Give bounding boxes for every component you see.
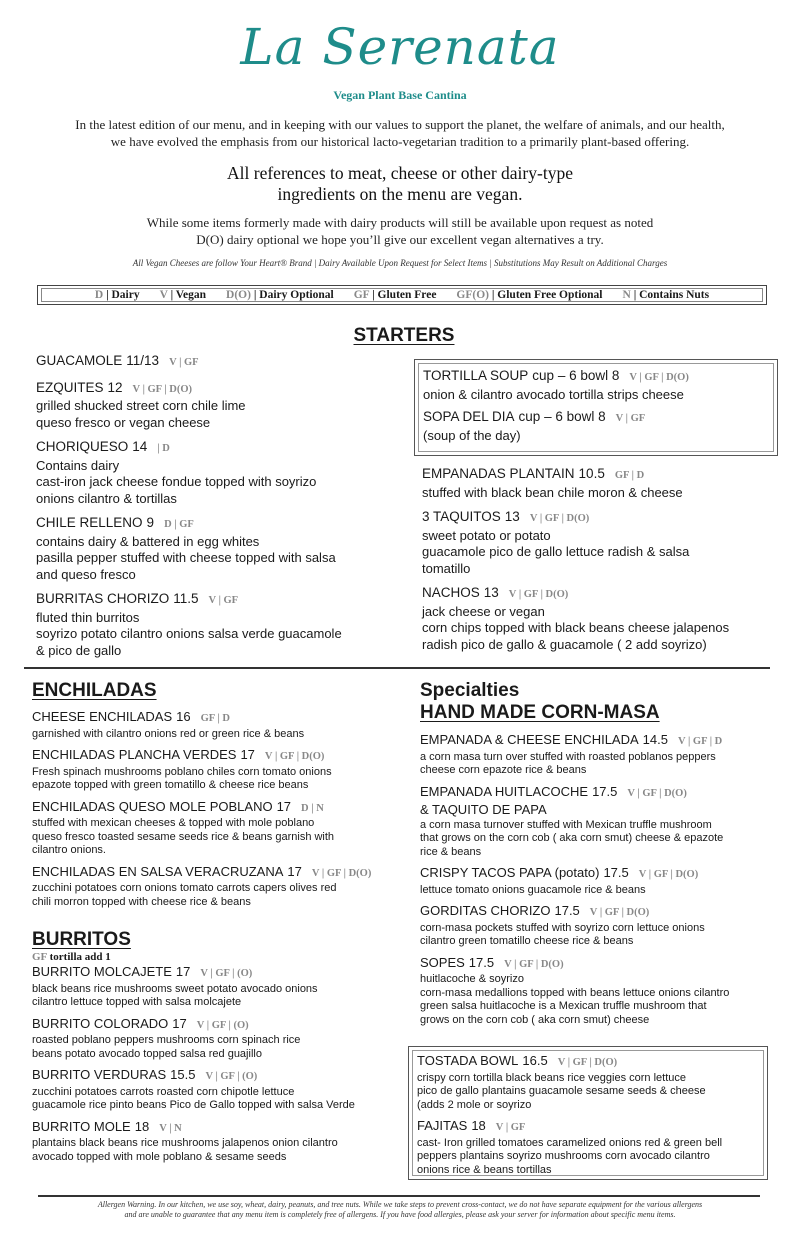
menu-item xyxy=(32,799,407,858)
menu-item-description: cheese corn epazote rice & beans xyxy=(420,764,587,776)
diet-tags: D | GF xyxy=(164,519,194,530)
dairy-note-line: D(O) dairy optional we hope you’ll give our excellent vegan alternatives a try. xyxy=(196,232,604,247)
menu-item-price: 16 xyxy=(176,709,191,724)
menu-item-description: black beans rice mushrooms sweet potato avocado onions xyxy=(32,982,318,995)
menu-item-title xyxy=(32,964,407,983)
menu-item-description: stuffed with mexican cheeses & topped with mole poblano xyxy=(32,817,315,829)
diet-tags: V | GF | D(O) xyxy=(529,513,590,524)
menu-item xyxy=(420,865,780,897)
legend-label: Contains Nuts xyxy=(639,289,710,301)
soups-box xyxy=(414,359,778,456)
menu-item-description: Fresh spinach mushrooms poblano chiles corn tomato onions xyxy=(32,765,332,778)
menu-item-price: 17 xyxy=(175,964,191,979)
menu-item-description: avocado topped with mole poblano & sesame seeds xyxy=(32,1150,287,1163)
diet-tags: V | N xyxy=(159,1122,182,1134)
menu-item-price: 13 xyxy=(504,509,520,524)
menu-item-description: fluted thin burritos xyxy=(36,609,140,625)
menu-item-subname: & TAQUITO DE PAPA xyxy=(420,802,547,817)
bowl-fajitas-box xyxy=(408,1046,768,1180)
legend-entry: D | Dairy xyxy=(94,289,140,301)
menu-item-title xyxy=(32,709,407,728)
starters-left-column xyxy=(36,353,406,667)
menu-item-description: that grows on the corn cob ( aka corn smut) cheese & epazote xyxy=(420,832,724,844)
legend-code: D(O) xyxy=(226,289,251,301)
menu-item-title xyxy=(422,466,782,485)
menu-item-title xyxy=(422,509,782,528)
menu-item-name: ENCHILADAS EN SALSA VERACRUZANA xyxy=(32,863,284,879)
menu-item xyxy=(423,368,777,403)
menu-item-name: CHORIQUESO xyxy=(36,439,129,454)
menu-item-description: zucchini potatoes carrots roasted corn chipotle lettuce xyxy=(32,1085,295,1098)
menu-item-description: (adds 2 mole or soyrizo xyxy=(417,1098,532,1111)
menu-item-price: cup – 6 bowl 8 xyxy=(532,368,620,383)
allergen-line: and are unable to guarantee that any menu item is completely free of allergens. If you have food allergies, please ask your server for information about specific menu items. xyxy=(124,1210,676,1219)
menu-item-price: 14 xyxy=(132,439,148,454)
vegan-statement xyxy=(20,163,780,205)
menu-item xyxy=(32,1016,407,1062)
menu-item xyxy=(32,747,407,793)
legend-entry: N | Contains Nuts xyxy=(622,289,710,301)
menu-item-description: & pico de gallo xyxy=(36,642,122,658)
cheese-note: All Vegan Cheeses are follow Your Heart® Brand | Dairy Available Upon Request for Select Items | Substitutions May Result on Additional Charges xyxy=(132,258,668,268)
menu-item-name: EMPANADA HUITLACOCHE xyxy=(420,783,589,799)
legend-entry: D(O) | Dairy Optional xyxy=(226,289,334,301)
vegan-statement-line: All references to meat, cheese or other dairy-type xyxy=(227,163,573,183)
menu-item-title xyxy=(420,955,780,974)
menu-item-title xyxy=(32,1119,407,1138)
specialties-heading: Specialties xyxy=(420,680,520,701)
legend-label: Dairy xyxy=(111,289,140,301)
menu-item-price: 17 xyxy=(287,863,302,879)
menu-item-description: stuffed with black bean chile moron & cheese xyxy=(422,484,683,500)
menu-item-description: peppers plantains soyrizo mushrooms corn avocado cilantro xyxy=(417,1150,710,1162)
menu-item-name: SOPES xyxy=(420,954,465,970)
menu-item-title xyxy=(423,409,777,428)
menu-item-description: radish pico de gallo & guacamole ( 2 add soyrizo) xyxy=(422,636,707,652)
menu-item-name: CHILE RELLENO xyxy=(36,515,143,530)
allergen-warning xyxy=(40,1200,760,1220)
logo: La Serenata xyxy=(240,18,560,76)
menu-item xyxy=(420,732,780,778)
menu-item xyxy=(32,964,407,1010)
legend-entry: GF(O) | Gluten Free Optional xyxy=(456,289,603,301)
menu-item-description: garnished with cilantro onions red or green rice & beans xyxy=(32,727,305,740)
tortilla-note: tortilla add 1 xyxy=(49,951,111,963)
menu-item-description: queso fresco or vegan cheese xyxy=(36,414,211,430)
menu-item-title xyxy=(420,732,780,751)
menu-item xyxy=(32,709,407,741)
menu-item-price: 14.5 xyxy=(642,732,668,747)
menu-item-description: (soup of the day) xyxy=(423,427,521,443)
menu-item xyxy=(420,955,780,1028)
menu-item-name: EZQUITES xyxy=(36,379,104,395)
menu-item-description: lettuce tomato onions guacamole rice & beans xyxy=(420,883,646,896)
diet-tags: | D xyxy=(157,443,170,454)
menu-item-price: cup – 6 bowl 8 xyxy=(518,409,606,424)
menu-item-name: GORDITAS CHORIZO xyxy=(420,903,551,918)
legend-code: V xyxy=(159,289,168,301)
menu-item-name: ENCHILADAS PLANCHA VERDES xyxy=(32,747,237,762)
menu-item-title xyxy=(417,1053,767,1072)
menu-item-description: cilantro lettuce topped with salsa molcajete xyxy=(32,996,242,1008)
menu-item-name: BURRITO MOLE xyxy=(32,1118,131,1134)
tagline: Vegan Plant Base Cantina xyxy=(333,88,467,102)
menu-item-description: grows on the corn cob ( aka corn smut) cheese xyxy=(420,1013,650,1026)
menu-item xyxy=(422,509,782,577)
menu-item-price: 13 xyxy=(483,585,499,600)
menu-item xyxy=(36,439,406,507)
legend-label: Dairy Optional xyxy=(259,289,334,301)
menu-item-title xyxy=(420,903,780,922)
menu-item-price: 18 xyxy=(471,1118,486,1133)
intro-line: we have evolved the emphasis from our historical lacto-vegetarian tradition to a primarily plant-based offering. xyxy=(110,134,690,149)
legend-entry: V | Vegan xyxy=(159,289,207,301)
menu-item-title xyxy=(36,515,406,534)
menu-item-description: corn-masa pockets stuffed with soyrizo corn lettuce onions xyxy=(420,921,705,934)
diet-tags: V | GF xyxy=(169,357,199,368)
menu-item-price: 17.5 xyxy=(468,954,495,970)
menu-item-price: 16.5 xyxy=(522,1053,548,1068)
menu-item xyxy=(36,353,406,372)
corn-masa-heading: HAND MADE CORN-MASA xyxy=(420,702,660,723)
menu-item-description: onions cilantro & tortillas xyxy=(36,490,177,506)
menu-item-title xyxy=(32,1016,407,1035)
menu-item-price: 12 xyxy=(107,379,123,395)
dairy-note-line: While some items formerly made with dairy products will still be available upon request as noted xyxy=(146,215,654,230)
menu-item xyxy=(422,585,782,653)
specialties-list xyxy=(420,732,780,1033)
menu-item-name: SOPA DEL DIA xyxy=(423,409,515,424)
menu-item-title xyxy=(32,1067,407,1086)
diet-tags: V | GF | D(O) xyxy=(132,383,192,395)
menu-item-description: sweet potato or potato xyxy=(422,527,551,543)
legend-box xyxy=(37,285,767,305)
menu-item-description: cilantro onions. xyxy=(32,844,106,856)
menu-item-price: 18 xyxy=(134,1118,150,1134)
dairy-note xyxy=(20,214,780,248)
menu-item-name: BURRITO COLORADO xyxy=(32,1015,169,1031)
allergen-line: Allergen Warning. In our kitchen, we use soy, wheat, dairy, peanuts, and tree nuts. While we take steps to prevent cross-contact, we do not have separate equipment for the various allergens xyxy=(97,1200,703,1209)
diet-tags: V | GF xyxy=(615,413,646,424)
menu-item xyxy=(36,591,406,659)
burritos-list xyxy=(32,964,407,1170)
menu-item-description: corn chips topped with black beans cheese jalapenos xyxy=(422,620,730,635)
diet-tags: V | GF xyxy=(208,595,239,606)
diet-tags: V | GF | D(O) xyxy=(589,907,650,918)
intro-paragraph xyxy=(20,116,780,150)
legend-label: Gluten Free Optional xyxy=(497,289,603,301)
menu-item-description: huitlacoche & soyrizo xyxy=(420,973,524,985)
burritos-heading: BURRITOS xyxy=(32,929,131,950)
menu-item-price: 17 xyxy=(276,798,292,814)
menu-item-title xyxy=(32,747,407,766)
menu-item-name: BURRITO VERDURAS xyxy=(32,1067,167,1082)
menu-item-price: 9 xyxy=(146,515,155,530)
menu-item-description: a corn masa turn over stuffed with roasted poblanos peppers xyxy=(420,750,716,763)
enchiladas-heading: ENCHILADAS xyxy=(32,680,157,701)
menu-item-description: cast- Iron grilled tomatoes caramelized onions red & green bell xyxy=(417,1136,723,1149)
menu-item-description: tomatillo xyxy=(422,560,471,576)
diet-tags: V | GF xyxy=(495,1122,526,1133)
menu-item-price: 10.5 xyxy=(578,466,605,481)
diet-tags: V | GF | D(O) xyxy=(311,867,372,879)
diet-tags: V | GF | (O) xyxy=(200,968,253,979)
menu-item-title xyxy=(420,784,780,803)
menu-item xyxy=(32,864,407,910)
legend-code: D xyxy=(94,289,104,301)
menu-item-price: 17.5 xyxy=(603,865,629,880)
intro-line: In the latest edition of our menu, and in keeping with our values to support the planet, the welfare of animals, and our health, xyxy=(75,117,725,132)
menu-item-title xyxy=(423,368,777,387)
gf-code: GF xyxy=(32,951,47,963)
menu-item-description: chili morron topped with cheese rice & beans xyxy=(32,895,251,908)
menu-item-name: TOSTADA BOWL xyxy=(417,1053,519,1068)
menu-item-description: corn-masa medallions topped with beans lettuce onions cilantro xyxy=(420,986,730,999)
menu-item-title xyxy=(36,439,406,458)
menu-item xyxy=(32,1119,407,1165)
menu-item-title xyxy=(422,585,782,604)
menu-item xyxy=(420,903,780,949)
menu-item-name: BURRITO MOLCAJETE xyxy=(32,964,172,979)
diet-tags: V | GF | D(O) xyxy=(627,787,687,799)
starters-heading: STARTERS xyxy=(353,325,455,346)
section-divider xyxy=(24,667,770,669)
legend-label: Gluten Free xyxy=(377,289,437,301)
menu-item-name: ENCHILADAS QUESO MOLE POBLANO xyxy=(32,798,273,814)
diet-tags: V | GF | D xyxy=(677,736,723,747)
menu-item xyxy=(417,1118,767,1177)
menu-item-description: cast-iron jack cheese fondue topped with soyrizo xyxy=(36,474,317,489)
diet-tags: V | GF | (O) xyxy=(196,1019,249,1031)
menu-item-description: green salsa huitlacoche is a Mexican truffle mushroom that xyxy=(420,1000,707,1012)
menu-item-description: cilantro green tomatillo cheese rice & beans xyxy=(420,935,634,947)
menu-item-price: 15.5 xyxy=(170,1067,196,1082)
menu-item-title xyxy=(36,591,406,610)
menu-item-description: pasilla pepper stuffed with cheese topped with salsa xyxy=(36,550,336,565)
legend-entry: GF | Gluten Free xyxy=(353,289,437,301)
diet-tags: V | GF | D(O) xyxy=(557,1057,618,1068)
menu-item xyxy=(36,380,406,432)
menu-item-description: guacamole rice pinto beans Pico de Gallo topped with salsa Verde xyxy=(32,1099,355,1111)
menu-item-name: TORTILLA SOUP xyxy=(423,368,529,383)
menu-item-name: EMPANADAS PLANTAIN xyxy=(422,466,575,481)
legend-code: GF(O) xyxy=(456,289,489,301)
menu-item-price: 11/13 xyxy=(126,353,160,368)
menu-item-name: FAJITAS xyxy=(417,1118,468,1133)
enchiladas-list xyxy=(32,709,407,915)
menu-item xyxy=(420,784,780,860)
menu-item-description: crispy corn tortilla black beans rice veggies corn lettuce xyxy=(417,1071,687,1084)
menu-item-title xyxy=(32,864,407,883)
menu-item-description: roasted poblano peppers mushrooms corn spinach rice xyxy=(32,1034,301,1046)
menu-item-price: 17 xyxy=(240,747,255,762)
menu-item-description: a corn masa turnover stuffed with Mexican truffle mushroom xyxy=(420,818,712,831)
vegan-statement-line: ingredients on the menu are vegan. xyxy=(277,184,523,204)
menu-item-description: soyrizo potato cilantro onions salsa verde guacamole xyxy=(36,626,342,641)
diet-tags: V | GF | D(O) xyxy=(264,751,325,762)
menu-item xyxy=(36,515,406,583)
menu-item-description: plantains black beans rice mushrooms jalapenos onion cilantro xyxy=(32,1137,338,1149)
menu-item-description: Contains dairy xyxy=(36,457,120,473)
menu-item-description: jack cheese or vegan xyxy=(422,603,545,619)
menu-item xyxy=(417,1053,767,1112)
menu-item-title xyxy=(32,799,407,818)
menu-item-price: 11.5 xyxy=(173,591,199,606)
menu-item-description: beans potato avocado topped salsa red guajillo xyxy=(32,1047,262,1060)
diet-tags: V | GF | D(O) xyxy=(629,372,689,383)
menu-item-description: onions rice & beans tortillas xyxy=(417,1163,552,1176)
legend-code: N xyxy=(622,289,631,301)
menu-item-price: 17.5 xyxy=(554,903,580,918)
diet-tags: GF | D xyxy=(200,713,230,724)
menu-item-description: queso fresco toasted sesame seeds rice & beans garnish with xyxy=(32,830,335,843)
menu-item-price: 17.5 xyxy=(592,783,618,799)
menu-item-description: onion & cilantro avocado tortilla strips cheese xyxy=(423,386,684,402)
menu-item-description: grilled shucked street corn chile lime xyxy=(36,398,246,413)
diet-tags: GF | D xyxy=(614,470,645,481)
menu-item-title xyxy=(420,865,780,884)
menu-item-description: pico de gallo plantains guacamole sesame seeds & cheese xyxy=(417,1085,706,1097)
menu-item-name: NACHOS xyxy=(422,585,480,600)
menu-item-description: rice & beans xyxy=(420,845,482,858)
menu-item-price: 17 xyxy=(172,1015,187,1031)
footer-divider xyxy=(38,1195,760,1197)
menu-item-title xyxy=(36,380,406,399)
diet-tags: V | GF | D(O) xyxy=(638,869,699,880)
menu-item-name: BURRITAS CHORIZO xyxy=(36,591,170,606)
diet-tags: D | N xyxy=(301,802,324,814)
menu-item-title xyxy=(36,353,406,372)
starters-right-column xyxy=(422,466,782,661)
burrito-tortilla-note xyxy=(32,951,111,963)
diet-tags: V | GF | D(O) xyxy=(504,958,564,970)
diet-tags: V | GF | D(O) xyxy=(508,589,569,600)
menu-item-description: and queso fresco xyxy=(36,566,136,582)
legend-code: GF xyxy=(353,289,370,301)
menu-item-name: CHEESE ENCHILADAS xyxy=(32,709,173,724)
menu-item-name: CRISPY TACOS PAPA (potato) xyxy=(420,865,600,880)
menu-item-name: EMPANADA & CHEESE ENCHILADA xyxy=(420,732,639,747)
menu-item xyxy=(422,466,782,501)
menu-item-name: 3 TAQUITOS xyxy=(422,509,501,524)
menu-item xyxy=(32,1067,407,1113)
menu-item-title xyxy=(417,1118,767,1137)
menu-item-description: zucchini potatoes corn onions tomato carrots capers olives red xyxy=(32,882,337,894)
menu-item-name: GUACAMOLE xyxy=(36,353,123,368)
legend-label: Vegan xyxy=(175,289,207,301)
menu-item xyxy=(423,409,777,444)
menu-item-description: epazote topped with green tomatillo & cheese rice beans xyxy=(32,779,309,791)
menu-item-description: guacamole pico de gallo lettuce radish & salsa xyxy=(422,544,690,559)
diet-tags: V | GF | (O) xyxy=(205,1071,258,1082)
menu-item-description: contains dairy & battered in egg whites xyxy=(36,533,260,549)
